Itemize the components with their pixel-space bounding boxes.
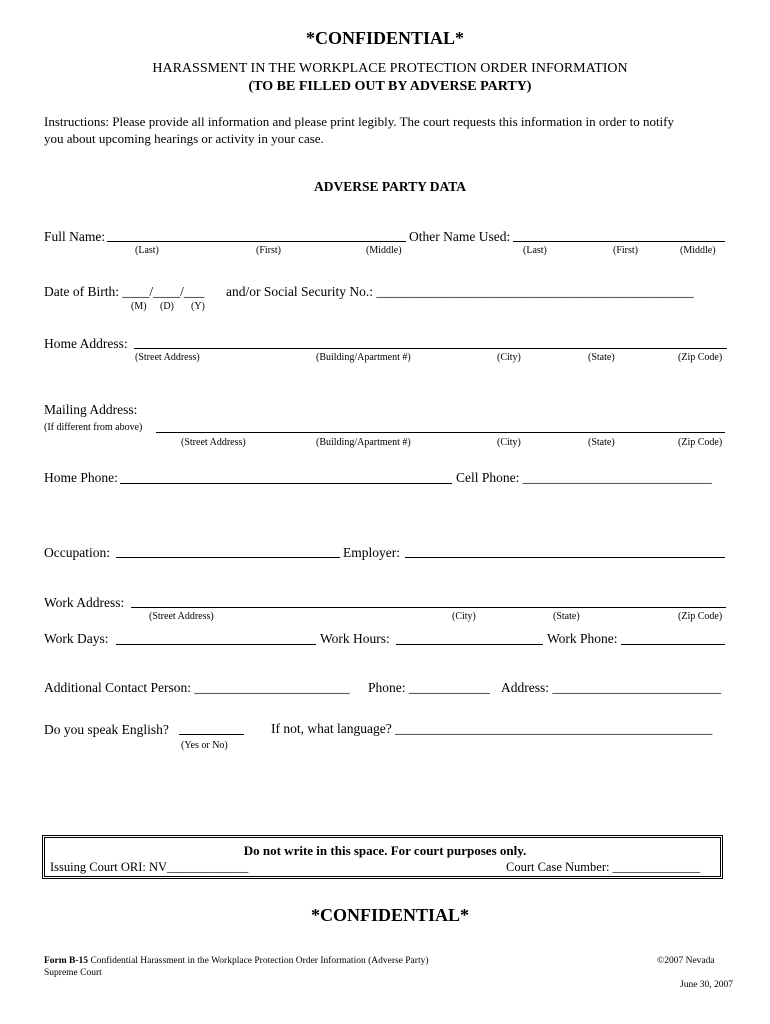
work-phone-label: Work Phone: bbox=[547, 631, 618, 646]
full-name-middle-hint: (Middle) bbox=[366, 245, 402, 256]
work-days-label: Work Days: bbox=[44, 631, 109, 646]
other-name-label: Other Name Used: bbox=[409, 229, 511, 244]
dob-day-hint: (D) bbox=[160, 301, 174, 312]
mailing-address-note: (If different from above) bbox=[44, 422, 143, 433]
court-case-number: Court Case Number: ______________ bbox=[506, 860, 701, 874]
form-description-2: Supreme Court bbox=[44, 968, 102, 978]
confidential-header: *CONFIDENTIAL* bbox=[305, 28, 465, 48]
work-city-hint: (City) bbox=[452, 611, 476, 622]
contact-phone-field[interactable]: Phone: ____________ bbox=[368, 680, 490, 695]
work-address-field[interactable] bbox=[131, 607, 726, 608]
other-name-field[interactable] bbox=[513, 241, 725, 242]
work-state-hint: (State) bbox=[553, 611, 580, 622]
work-address-label: Work Address: bbox=[44, 595, 125, 610]
full-name-field[interactable] bbox=[107, 241, 406, 242]
work-phone-field[interactable] bbox=[621, 644, 725, 645]
copyright: ©2007 Nevada bbox=[657, 956, 715, 966]
home-street-hint: (Street Address) bbox=[135, 352, 200, 363]
contact-person-field[interactable]: Additional Contact Person: _______________________ bbox=[44, 680, 350, 695]
home-phone-field[interactable] bbox=[120, 483, 452, 484]
full-name-last-hint: (Last) bbox=[135, 245, 159, 256]
other-name-last-hint: (Last) bbox=[523, 245, 547, 256]
home-zip-hint: (Zip Code) bbox=[678, 352, 723, 363]
form-description: Confidential Harassment in the Workplace Protection Order Information (Adverse Party) bbox=[88, 956, 429, 966]
employer-label: Employer: bbox=[343, 545, 400, 560]
home-building-hint: (Building/Apartment #) bbox=[316, 352, 411, 363]
yes-no-hint: (Yes or No) bbox=[181, 740, 228, 751]
cell-phone-field[interactable]: Cell Phone: ____________________________ bbox=[456, 470, 712, 485]
work-hours-field[interactable] bbox=[396, 644, 543, 645]
form-subtitle: (TO BE FILLED OUT BY ADVERSE PARTY) bbox=[248, 79, 532, 94]
speak-english-field[interactable] bbox=[179, 734, 244, 735]
instructions-line2: you about upcoming hearings or activity in your case. bbox=[44, 131, 324, 146]
form-footer-line bbox=[44, 956, 429, 966]
full-name-first-hint: (First) bbox=[256, 245, 281, 256]
full-name-label: Full Name: bbox=[44, 229, 106, 244]
home-city-hint: (City) bbox=[497, 352, 521, 363]
home-address-field[interactable] bbox=[134, 348, 727, 349]
work-days-field[interactable] bbox=[116, 644, 316, 645]
mailing-zip-hint: (Zip Code) bbox=[678, 437, 723, 448]
other-name-middle-hint: (Middle) bbox=[680, 245, 716, 256]
dob-field[interactable]: Date of Birth: ____/____/___ bbox=[44, 284, 205, 299]
employer-field[interactable] bbox=[405, 557, 725, 558]
mailing-state-hint: (State) bbox=[588, 437, 615, 448]
occupation-label: Occupation: bbox=[44, 545, 110, 560]
mailing-address-field[interactable] bbox=[156, 432, 725, 433]
ssn-field[interactable]: and/or Social Security No.: _______________________________________________ bbox=[226, 284, 694, 299]
court-box-title: Do not write in this space. For court purposes only. bbox=[243, 843, 527, 858]
contact-address-field[interactable]: Address: _________________________ bbox=[501, 680, 722, 695]
confidential-footer: *CONFIDENTIAL* bbox=[310, 905, 470, 925]
speak-english-label: Do you speak English? bbox=[44, 722, 169, 737]
form-title: HARASSMENT IN THE WORKPLACE PROTECTION ORDER INFORMATION bbox=[152, 61, 628, 76]
mailing-street-hint: (Street Address) bbox=[181, 437, 246, 448]
issuing-court-ori: Issuing Court ORI: NV_____________ bbox=[50, 860, 249, 874]
form-id: Form B-15 bbox=[44, 956, 89, 966]
instructions-line1: Instructions: Please provide all information and please print legibly. The court requests this information in order to notify bbox=[44, 114, 674, 129]
home-phone-label: Home Phone: bbox=[44, 470, 118, 485]
section-title: ADVERSE PARTY DATA bbox=[313, 179, 467, 194]
mailing-address-label: Mailing Address: bbox=[44, 402, 138, 417]
language-field[interactable]: If not, what language? _______________________________________________ bbox=[271, 721, 713, 736]
other-name-first-hint: (First) bbox=[613, 245, 638, 256]
dob-year-hint: (Y) bbox=[191, 301, 205, 312]
work-zip-hint: (Zip Code) bbox=[678, 611, 723, 622]
home-state-hint: (State) bbox=[588, 352, 615, 363]
revision-date: June 30, 2007 bbox=[680, 980, 734, 990]
work-street-hint: (Street Address) bbox=[149, 611, 214, 622]
mailing-building-hint: (Building/Apartment #) bbox=[316, 437, 411, 448]
dob-month-hint: (M) bbox=[131, 301, 147, 312]
occupation-field[interactable] bbox=[116, 557, 340, 558]
work-hours-label: Work Hours: bbox=[320, 631, 390, 646]
mailing-city-hint: (City) bbox=[497, 437, 521, 448]
home-address-label: Home Address: bbox=[44, 336, 128, 351]
